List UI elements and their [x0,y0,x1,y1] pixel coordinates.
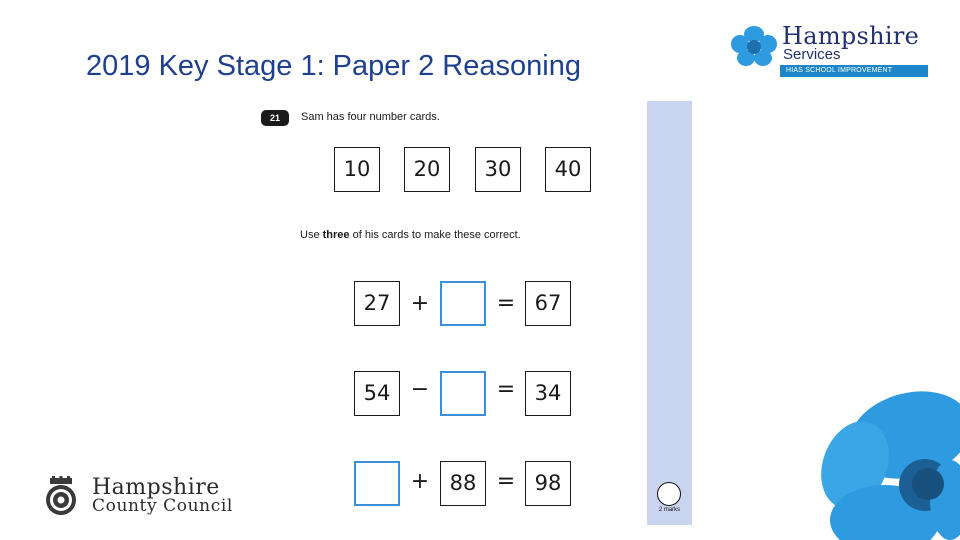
equation-3-right: 98 [525,461,571,506]
number-card: 30 [475,147,521,192]
equation-2-right: 34 [525,371,571,416]
equation-3-middle: 88 [440,461,486,506]
number-card: 10 [334,147,380,192]
marks-label: 2 marks [658,507,681,513]
hampshire-services-logo [730,22,935,82]
number-card: 40 [545,147,591,192]
question-text: Sam has four number cards. [301,111,440,123]
flower-icon [730,26,778,66]
equation-3-operator: + [410,469,430,494]
logo-name: Hampshire [782,22,920,50]
question-number-badge: 21 [261,110,289,126]
instruction-post: of his cards to make these correct. [349,229,521,241]
equation-1-right: 67 [525,281,571,326]
equation-1-operator: + [410,291,430,316]
exam-page [255,101,695,526]
equation-1-answer-box[interactable] [440,281,486,326]
slide-title: 2019 Key Stage 1: Paper 2 Reasoning [86,50,581,82]
equation-2-operator: − [410,377,430,402]
number-card: 20 [404,147,450,192]
hcc-subname: County Council [92,496,233,516]
marks-circle [657,482,681,506]
equation-3-equals: = [496,469,516,494]
hcc-name: Hampshire [92,475,220,500]
instruction-text [300,229,521,241]
equation-2-equals: = [496,377,516,402]
instruction-bold: three [322,229,350,241]
equation-1-left: 27 [354,281,400,326]
equation-1-equals: = [496,291,516,316]
hampshire-county-council-logo [40,474,250,522]
equation-2-left: 54 [354,371,400,416]
logo-bar-text: HIAS SCHOOL IMPROVEMENT [780,65,928,77]
instruction-pre: Use [300,229,323,241]
equation-2-answer-box[interactable] [440,371,486,416]
decorative-flower-icon [800,390,960,540]
equation-3-answer-box[interactable] [354,461,400,506]
logo-subname: Services [783,46,841,63]
crest-icon [40,476,82,518]
marks-margin-column [647,101,692,525]
